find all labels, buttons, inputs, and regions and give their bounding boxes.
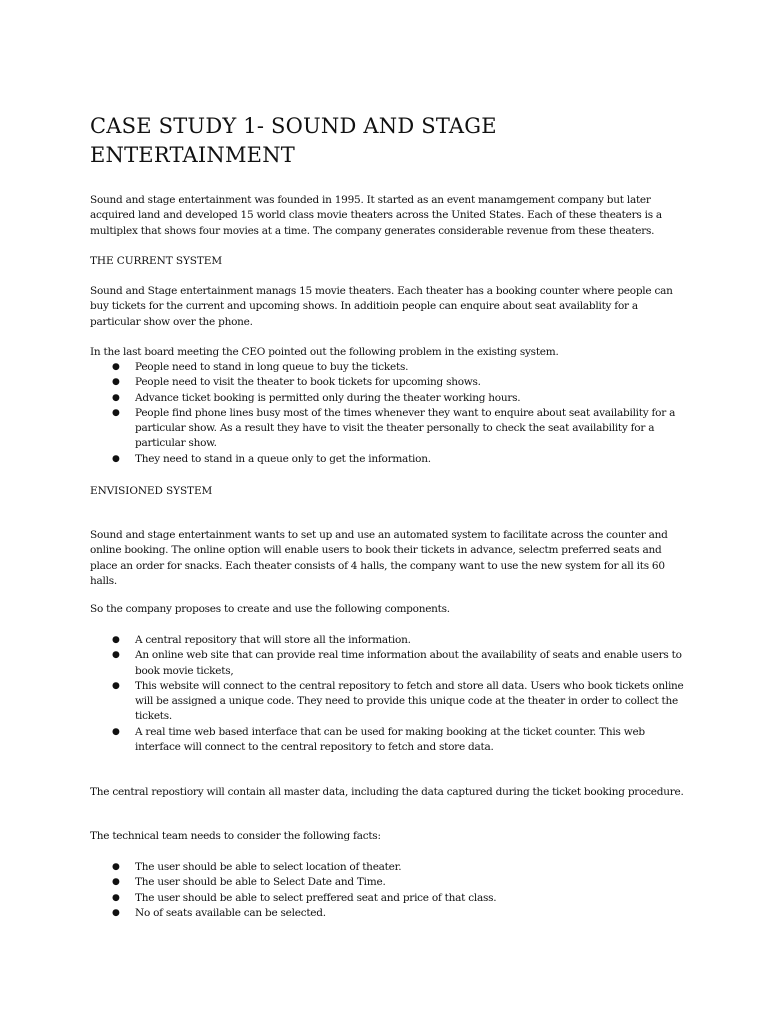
list-item: ● An online web site that can provide real time information about the availability of seats and enable users to book movie tickets, — [112, 649, 682, 677]
list-item: ● No of seats available can be selected. — [90, 906, 690, 921]
bullet-icon: ● — [112, 407, 120, 418]
bullet-icon: ● — [112, 862, 120, 872]
list-item: ● People find phone lines busy most of the times whenever they want to enquire about seat availability for a particular show. As a result they have to visit the theater personally to check the seat availability for a particular show. — [112, 406, 676, 450]
bullet-icon: ● — [112, 680, 120, 691]
envisioned-system-paragraph: Sound and stage entertainment wants to set up and use an automated system to facilitate across the counter and online booking. The online option will enable users to book their tickets in advance, selectm preferred seats and place an order for snacks. Each theater consists of 4 halls, the company want to use the new system for all its 60 halls. — [90, 529, 668, 587]
list-item: ● The user should be able to select location of theater. — [90, 860, 690, 875]
list-item: ● They need to stand in a queue only to get the information. — [90, 452, 690, 467]
bullet-icon: ● — [112, 362, 120, 372]
bullet-icon: ● — [112, 453, 120, 464]
list-item: ● People need to visit the theater to book tickets for upcoming shows. — [90, 375, 690, 390]
components-list — [90, 633, 690, 755]
bullet-icon: ● — [112, 392, 120, 403]
problem-intro: In the last board meeting the CEO pointed out the following problem in the existing system. — [90, 346, 559, 358]
list-item: ● This website will connect to the central repository to fetch and store all data. Users who book tickets online will be assigned a unique code. They need to provide this unique code at the theater in order to collect the tickets. — [112, 679, 684, 723]
bullet-icon: ● — [112, 907, 120, 918]
facts-intro: The technical team needs to consider the following facts: — [90, 830, 381, 842]
list-item: ● Advance ticket booking is permitted only during the theater working hours. — [90, 391, 690, 406]
bullet-icon: ● — [112, 635, 120, 645]
components-intro: So the company proposes to create and use the following components. — [90, 603, 450, 615]
list-item: ● The user should be able to select preffered seat and price of that class. — [90, 891, 690, 906]
list-item: ● The user should be able to Select Date and Time. — [90, 875, 690, 890]
list-item: ● A central repository that will store all the information. — [90, 633, 690, 648]
bullet-icon: ● — [112, 650, 120, 661]
repository-paragraph: The central repostiory will contain all master data, including the data captured during the ticket booking procedure. — [90, 786, 684, 798]
facts-list — [90, 860, 690, 921]
list-item: ● A real time web based interface that can be used for making booking at the ticket counter. This web interface will connect to the central repository to fetch and store data. — [112, 725, 645, 754]
current-system-paragraph: Sound and Stage entertainment manags 15 movie theaters. Each theater has a booking counter where people can buy tickets for the current and upcoming shows. In additioin people can enquire about seat availablity for a particular show over the phone. — [90, 285, 673, 328]
list-item: ● People need to stand in long queue to buy the tickets. — [90, 360, 690, 375]
envisioned-system-heading: ENVISIONED SYSTEM — [90, 485, 213, 497]
problem-list — [90, 360, 690, 467]
bullet-icon: ● — [112, 726, 120, 737]
bullet-icon: ● — [112, 892, 120, 903]
intro-paragraph: Sound and stage entertainment was founded in 1995. It started as an event manamgement company but later acquired land and developed 15 world class movie theaters across the United States. Each of these theaters is a multiplex that shows four movies at a time. The company generates considerable revenue from these theaters. — [90, 194, 662, 237]
current-system-heading: THE CURRENT SYSTEM — [90, 255, 222, 267]
bullet-icon: ● — [112, 377, 120, 388]
bullet-icon: ● — [112, 877, 120, 888]
document-title: CASE STUDY 1- SOUND AND STAGE ENTERTAINMENT — [90, 114, 497, 167]
